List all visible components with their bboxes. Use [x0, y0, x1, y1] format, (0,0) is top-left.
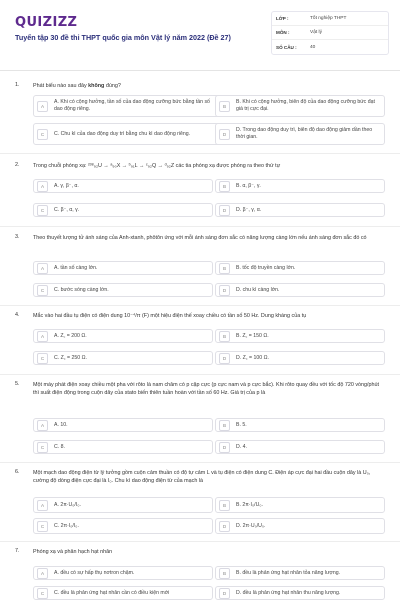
option-text: B. 5. [236, 421, 247, 428]
option-letter: C [37, 442, 48, 453]
option-b[interactable] [215, 261, 385, 275]
option-letter: B [219, 331, 230, 342]
option-a[interactable] [33, 95, 223, 117]
question-divider [0, 305, 400, 306]
option-letter: C [37, 521, 48, 532]
option-letter: C [37, 205, 48, 216]
option-letter: C [37, 353, 48, 364]
option-letter: D [219, 129, 230, 140]
option-a[interactable] [33, 329, 213, 343]
option-text: C. bước sóng càng lớn. [54, 286, 109, 293]
option-letter: B [219, 181, 230, 192]
question-text: Phóng xạ và phân hạch hạt nhân [33, 549, 113, 555]
header-divider [0, 70, 400, 71]
option-letter: A [37, 331, 48, 342]
question-text: Mắc vào hai đầu tụ điện có điện dung 10⁻⁴/π (F) một hiệu điện thế xoay chiều có tần số 50 Hz. Dung kháng của tụ [33, 313, 307, 319]
worksheet-header [0, 0, 400, 68]
option-text: C. 2π·I₀/I₀. [54, 522, 79, 529]
meta-value: Vật lý [310, 30, 322, 35]
question-number: 1. [15, 82, 20, 88]
option-text: C. đều là phản ứng hạt nhân cần có điều kiện mới [54, 589, 170, 596]
option-letter: B [219, 568, 230, 579]
option-text: D. Z꜀ = 100 Ω. [236, 354, 269, 361]
option-letter: A [37, 420, 48, 431]
option-letter: D [219, 205, 230, 216]
option-letter: A [37, 263, 48, 274]
option-c[interactable] [33, 351, 213, 365]
option-b[interactable] [215, 418, 385, 432]
option-text: B. Khi có cộng hưởng, biên độ của dao động cưỡng bức đạt giá trị cực đại. [236, 99, 375, 112]
option-d[interactable] [215, 586, 385, 600]
option-text: A. đều có sự hấp thụ nơtron chậm. [54, 569, 135, 576]
option-letter: B [219, 500, 230, 511]
question-divider [0, 462, 400, 463]
option-letter: A [37, 181, 48, 192]
option-text: B. α, β⁻, γ. [236, 182, 261, 189]
meta-row-subject [272, 26, 388, 40]
worksheet-meta-table [271, 11, 389, 55]
option-text: A. 10. [54, 421, 68, 428]
option-c[interactable] [33, 283, 213, 297]
option-d[interactable] [215, 283, 385, 297]
option-c[interactable] [33, 123, 223, 145]
option-d[interactable] [215, 123, 385, 145]
option-letter: A [37, 500, 48, 511]
option-d[interactable] [215, 351, 385, 365]
option-letter: B [219, 101, 230, 112]
option-b[interactable] [215, 329, 385, 343]
option-d[interactable] [215, 440, 385, 454]
question-number: 7. [15, 548, 20, 554]
meta-label: MÔN : [276, 30, 290, 35]
question-text: Trong chuỗi phóng xạ: ²³⁸₉₂U → ᵃ₉₀X → ᵇ₉₁L → ᶜ₉₂Q → ᵈ₉₂Z các tia phóng xạ được phóng ra theo thứ tự [33, 163, 281, 169]
option-text: D. 2π·U₀/U₀. [236, 522, 266, 529]
option-letter: D [219, 353, 230, 364]
option-text: D. 4. [236, 443, 247, 450]
question-divider [0, 153, 400, 154]
option-c[interactable] [33, 203, 213, 217]
option-text: C. Chu kì của dao động duy trì bằng chu kì dao động riêng. [54, 130, 191, 137]
option-letter: C [37, 285, 48, 296]
meta-value: Tốt nghiệp THPT [310, 16, 347, 21]
question-text-part: Phát biểu nào sau đây [33, 83, 89, 89]
meta-label: LỚP : [276, 16, 289, 21]
option-letter: D [219, 588, 230, 599]
question-text [33, 82, 385, 90]
option-letter: D [219, 285, 230, 296]
question-text-emphasis: không [88, 83, 105, 89]
option-text: A. γ, β⁻, α. [54, 182, 79, 189]
meta-row-question-count [272, 40, 388, 54]
option-b[interactable] [215, 566, 385, 580]
question-number: 4. [15, 312, 20, 318]
question-text: Một mạch dao động điện từ lý tưởng gồm cuộn cảm thuần có độ tự cảm L và tụ điện có điện dung C. Điện áp cực đại hai đầu cuộn dây là U₀, cường độ dòng điện cực đại là I₀. Chu kì dao động điện từ của mạch là [33, 470, 371, 484]
option-d[interactable] [215, 518, 385, 534]
question-text: Theo thuyết lượng tử ánh sáng của Anh-xtanh, phôtôn ứng với mỗi ánh sáng đơn sắc có năng lượng càng lớn nếu ánh sáng đơn sắc đó có [33, 235, 367, 241]
option-c[interactable] [33, 440, 213, 454]
option-letter: A [37, 101, 48, 112]
option-text: A. Khi có cộng hưởng, tần số của dao động cưỡng bức bằng tần số dao động riêng. [54, 99, 210, 112]
meta-label: SỐ CÂU : [276, 44, 297, 50]
option-text: A. 2π·U₀/I₀. [54, 501, 81, 508]
question-divider [0, 226, 400, 227]
question-number: 2. [15, 162, 20, 168]
option-a[interactable] [33, 261, 213, 275]
option-letter: B [219, 263, 230, 274]
option-text: C. β⁻, α, γ. [54, 206, 80, 213]
option-text: D. β⁻, γ, α. [236, 206, 262, 213]
question-number: 3. [15, 234, 20, 240]
option-text: D. đều là phản ứng hạt nhân thu năng lượng. [236, 589, 341, 596]
option-text: A. Z꜀ = 200 Ω. [54, 332, 87, 339]
option-text: C. Z꜀ = 250 Ω. [54, 354, 87, 361]
option-text: B. 2π·I₀/U₀. [236, 501, 263, 508]
option-text: B. đều là phản ứng hạt nhân tỏa năng lượng. [236, 569, 341, 576]
option-letter: A [37, 568, 48, 579]
option-text: D. chu kì càng lớn. [236, 286, 280, 293]
option-text: B. Z꜀ = 150 Ω. [236, 332, 269, 339]
option-c[interactable] [33, 518, 213, 534]
question-text-part: đúng? [104, 83, 121, 89]
question-text: Một máy phát điện xoay chiều một pha với rôto là nam châm có p cặp cực (p cực nam và p cực bắc). Khi rôto quay đều với tốc độ 720 vòng/phút thì suất điện động trong cuộn dây của stato biến thiên tuần hoàn với tần số 60 Hz. Giá trị của p là [33, 382, 380, 396]
option-b[interactable] [215, 95, 385, 117]
option-letter: C [37, 588, 48, 599]
option-text: B. tốc độ truyền càng lớn. [236, 264, 296, 271]
option-text: D. Trong dao động duy trì, biên độ dao động giảm dần theo thời gian. [236, 127, 373, 140]
option-letter: D [219, 521, 230, 532]
option-letter: D [219, 442, 230, 453]
option-letter: C [37, 129, 48, 140]
question-divider [0, 374, 400, 375]
option-a[interactable] [33, 566, 213, 580]
option-d[interactable] [215, 203, 385, 217]
meta-value: 40 [310, 44, 316, 50]
option-text: A. tần số càng lớn. [54, 264, 98, 271]
option-b[interactable] [215, 497, 385, 513]
quizizz-logo: QUIZIZZ [15, 15, 78, 30]
option-b[interactable] [215, 179, 385, 193]
meta-row-class [272, 12, 388, 26]
option-a[interactable] [33, 497, 213, 513]
worksheet-title: Tuyển tập 30 đề thi THPT quốc gia môn Vật lý năm 2022 (Đề 27) [15, 33, 231, 42]
option-letter: B [219, 420, 230, 431]
option-c[interactable] [33, 586, 213, 600]
option-a[interactable] [33, 179, 213, 193]
question-number: 6. [15, 469, 20, 475]
question-number: 5. [15, 381, 20, 387]
question-divider [0, 541, 400, 542]
option-text: C. 8. [54, 443, 65, 450]
option-a[interactable] [33, 418, 213, 432]
